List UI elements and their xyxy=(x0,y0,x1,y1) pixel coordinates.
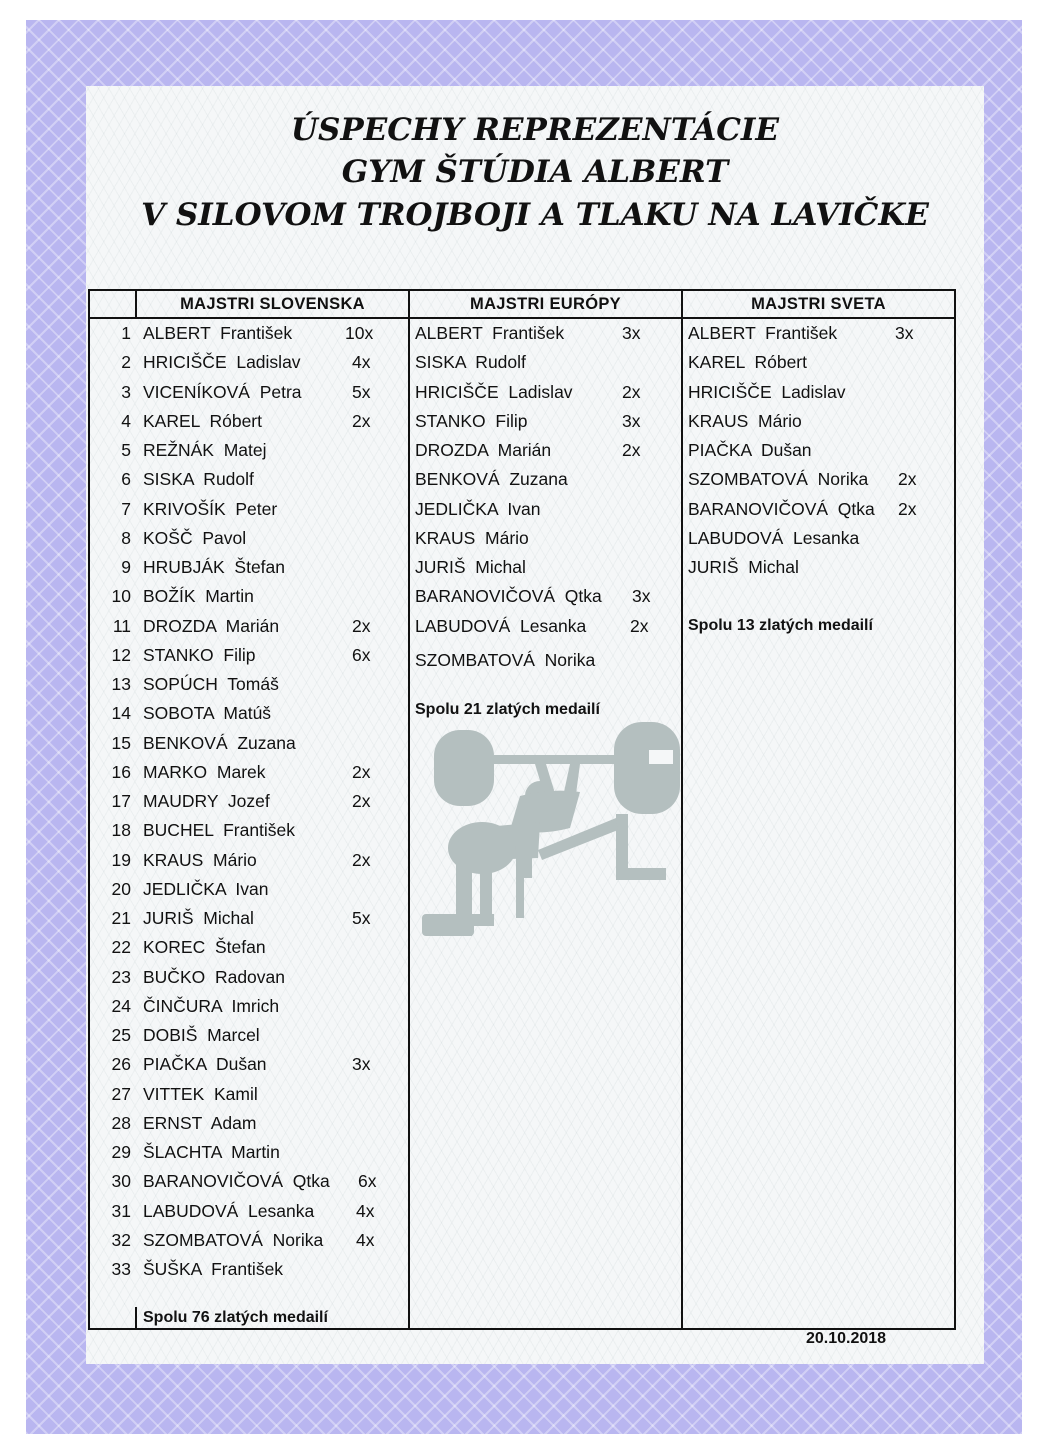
slovakia-champion-name: HRUBJÁK Štefan xyxy=(143,557,285,577)
slovakia-total: Spolu 76 zlatých medailí xyxy=(143,1309,328,1326)
number-column-divider-bottom xyxy=(135,1307,137,1330)
europe-champion-name: STANKO Filip xyxy=(415,410,528,431)
row-number: 24 xyxy=(111,995,131,1016)
europe-champion-name: LABUDOVÁ Lesanka xyxy=(415,615,587,636)
world-champion-name: LABUDOVÁ Lesanka xyxy=(688,527,860,548)
header-europe: MAJSTRI EURÓPY xyxy=(470,295,621,313)
row-number: 25 xyxy=(111,1025,131,1045)
slovakia-champion-name: BUČKO Radovan xyxy=(143,966,286,987)
row-number: 26 xyxy=(111,1054,131,1075)
slovakia-champion-name: REŽNÁK Matej xyxy=(143,440,267,460)
europe-champion-name: HRICIŠČE Ladislav xyxy=(415,381,573,402)
column-divider-1 xyxy=(408,289,410,1330)
row-number: 1 xyxy=(121,323,131,343)
slovakia-champion-name: DOBIŠ Marcel xyxy=(143,1025,260,1045)
slovakia-medal-count: 2x xyxy=(352,410,371,431)
slovakia-champion-name: BUCHEL František xyxy=(143,820,296,841)
header-divider xyxy=(88,317,956,319)
europe-medal-count: 3x xyxy=(632,586,651,607)
slovakia-champion-name: ČINČURA Imrich xyxy=(143,995,280,1016)
europe-champion-name: JURIŠ Michal xyxy=(415,557,526,577)
row-number: 4 xyxy=(121,410,131,431)
row-number: 14 xyxy=(111,703,131,724)
slovakia-medal-count: 6x xyxy=(352,644,371,665)
slovakia-champion-name: ŠLACHTA Martin xyxy=(143,1142,280,1162)
row-number: 11 xyxy=(112,615,131,636)
row-number: 3 xyxy=(121,381,131,402)
world-champion-name: ALBERT František xyxy=(688,323,838,343)
slovakia-champion-name: VITTEK Kamil xyxy=(143,1083,258,1104)
europe-medal-count: 3x xyxy=(622,323,641,343)
slovakia-champion-name: BARANOVIČOVÁ Qtka xyxy=(143,1171,330,1192)
slovakia-champion-name: SOBOTA Matúš xyxy=(143,703,272,724)
row-number: 19 xyxy=(111,849,131,870)
row-number: 27 xyxy=(111,1083,131,1104)
slovakia-champion-name: ALBERT František xyxy=(143,323,293,343)
europe-total: Spolu 21 zlatých medailí xyxy=(415,701,600,718)
row-number: 30 xyxy=(111,1171,131,1192)
slovakia-champion-name: LABUDOVÁ Lesanka xyxy=(143,1200,315,1221)
row-number: 23 xyxy=(111,966,131,987)
slovakia-champion-name: JEDLIČKA Ivan xyxy=(143,878,269,899)
world-champion-name: BARANOVIČOVÁ Qtka xyxy=(688,498,875,519)
europe-champion-name: SZOMBATOVÁ Norika xyxy=(415,650,596,670)
row-number: 32 xyxy=(111,1229,131,1250)
europe-champion-name: DROZDA Marián xyxy=(415,440,552,460)
europe-champion-name: SISKA Rudolf xyxy=(415,352,526,373)
row-number: 29 xyxy=(111,1142,131,1162)
row-number: 33 xyxy=(111,1259,131,1279)
world-medal-count: 2x xyxy=(898,498,917,519)
slovakia-medal-count: 3x xyxy=(352,1054,371,1075)
slovakia-champion-name: DROZDA Marián xyxy=(143,615,280,636)
row-number: 21 xyxy=(111,908,131,928)
row-number: 9 xyxy=(121,557,131,577)
slovakia-medal-count: 5x xyxy=(352,908,371,928)
row-number: 13 xyxy=(111,674,131,694)
row-number: 7 xyxy=(121,498,131,519)
slovakia-champion-name: MAUDRY Jozef xyxy=(143,791,270,811)
europe-medal-count: 3x xyxy=(622,410,641,431)
world-champion-name: SZOMBATOVÁ Norika xyxy=(688,469,869,490)
slovakia-medal-count: 5x xyxy=(352,381,371,402)
row-number: 18 xyxy=(111,820,131,841)
slovakia-champion-name: KAREL Róbert xyxy=(143,410,262,431)
world-champion-name: KRAUS Mário xyxy=(688,410,802,431)
slovakia-champion-name: SISKA Rudolf xyxy=(143,469,254,490)
page-title-line-2: GYM ŠTÚDIA ALBERT xyxy=(341,154,729,190)
slovakia-medal-count: 4x xyxy=(352,352,371,373)
slovakia-champion-name: SZOMBATOVÁ Norika xyxy=(143,1229,324,1250)
europe-champion-name: BENKOVÁ Zuzana xyxy=(415,469,568,490)
row-number: 8 xyxy=(121,527,131,548)
world-medal-count: 3x xyxy=(895,323,914,343)
slovakia-champion-name: HRICIŠČE Ladislav xyxy=(143,352,301,373)
row-number: 6 xyxy=(121,469,131,490)
row-number: 12 xyxy=(111,644,131,665)
row-number: 15 xyxy=(111,732,131,753)
slovakia-champion-name: KOREC Štefan xyxy=(143,937,266,958)
slovakia-medal-count: 10x xyxy=(345,323,374,343)
row-number: 5 xyxy=(121,440,131,460)
slovakia-medal-count: 2x xyxy=(352,791,371,811)
row-number: 20 xyxy=(111,878,131,899)
world-champion-name: KAREL Róbert xyxy=(688,352,807,373)
header-world: MAJSTRI SVETA xyxy=(751,295,886,313)
row-number: 28 xyxy=(111,1112,131,1133)
world-champion-name: PIAČKA Dušan xyxy=(688,440,812,460)
world-champion-name: HRICIŠČE Ladislav xyxy=(688,381,846,402)
slovakia-medal-count: 2x xyxy=(352,849,371,870)
slovakia-medal-count: 2x xyxy=(352,761,371,782)
slovakia-champion-name: MARKO Marek xyxy=(143,761,266,782)
slovakia-champion-name: VICENÍKOVÁ Petra xyxy=(143,381,302,402)
slovakia-champion-name: KOŠČ Pavol xyxy=(143,527,247,548)
page-title-line-1: ÚSPECHY REPREZENTÁCIE xyxy=(290,112,780,148)
slovakia-champion-name: KRIVOŠÍK Peter xyxy=(143,498,278,519)
world-total: Spolu 13 zlatých medailí xyxy=(688,617,873,634)
world-champion-name: JURIŠ Michal xyxy=(688,557,799,577)
row-number: 17 xyxy=(111,791,131,811)
europe-medal-count: 2x xyxy=(622,440,641,460)
row-number: 22 xyxy=(111,937,131,958)
row-number: 16 xyxy=(111,761,131,782)
bench-press-silhouette-icon xyxy=(420,718,684,944)
slovakia-champion-name: STANKO Filip xyxy=(143,644,256,665)
slovakia-medal-count: 4x xyxy=(356,1200,375,1221)
europe-champion-name: ALBERT František xyxy=(415,323,565,343)
europe-champion-name: KRAUS Mário xyxy=(415,527,529,548)
slovakia-medal-count: 4x xyxy=(356,1229,375,1250)
slovakia-champion-name: ERNST Adam xyxy=(143,1112,257,1133)
row-number: 10 xyxy=(111,586,131,607)
world-medal-count: 2x xyxy=(898,469,917,490)
row-number: 31 xyxy=(111,1200,131,1221)
date: 20.10.2018 xyxy=(806,1330,887,1347)
slovakia-champion-name: BOŽÍK Martin xyxy=(143,586,254,607)
europe-champion-name: JEDLIČKA Ivan xyxy=(415,498,541,519)
row-number: 2 xyxy=(121,352,131,373)
slovakia-champion-name: BENKOVÁ Zuzana xyxy=(143,732,296,753)
europe-medal-count: 2x xyxy=(630,615,649,636)
europe-medal-count: 2x xyxy=(622,381,641,402)
slovakia-champion-name: JURIŠ Michal xyxy=(143,908,254,928)
europe-champion-name: BARANOVIČOVÁ Qtka xyxy=(415,586,602,607)
header-slovakia: MAJSTRI SLOVENSKA xyxy=(180,295,365,313)
slovakia-medal-count: 2x xyxy=(352,615,371,636)
slovakia-champion-name: SOPÚCH Tomáš xyxy=(143,674,279,694)
slovakia-champion-name: KRAUS Mário xyxy=(143,849,257,870)
slovakia-champion-name: ŠUŠKA František xyxy=(143,1259,284,1279)
slovakia-champion-name: PIAČKA Dušan xyxy=(143,1054,267,1075)
slovakia-medal-count: 6x xyxy=(358,1171,377,1192)
page-title-line-3: V SILOVOM TROJBOJI A TLAKU NA LAVIČKE xyxy=(141,197,929,233)
